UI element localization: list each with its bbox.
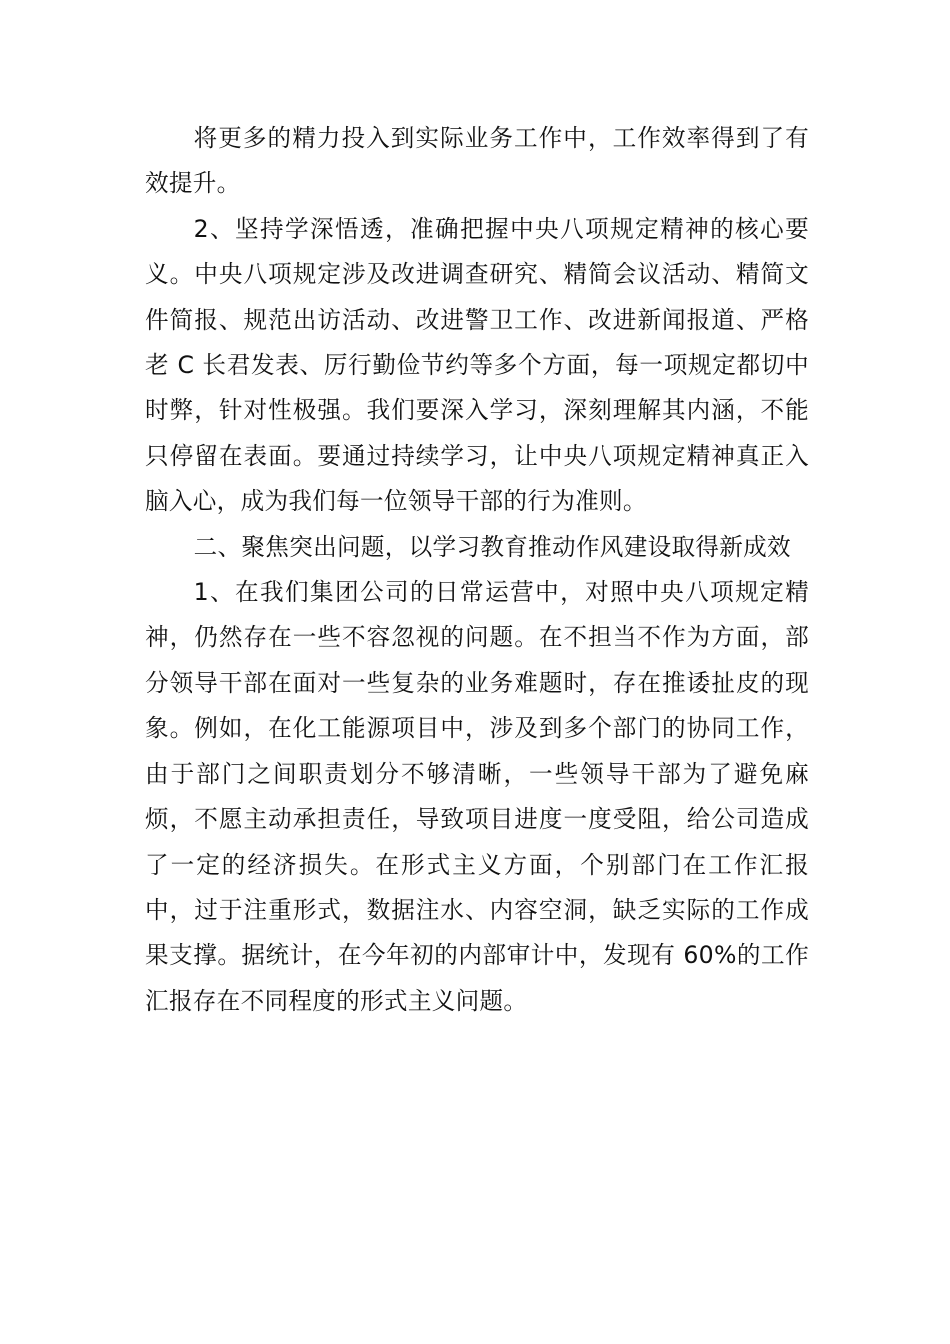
paragraph-item-1: 1、在我们集团公司的日常运营中，对照中央八项规定精神，仍然存在一些不容忽视的问题。在不担当不作为方面，部分领导干部在面对一些复杂的业务难题时，存在推诿扯皮的现象。例如，在化工能源项目中，涉及到多个部门的协同工作，由于部门之间职责划分不够清晰，一些领导干部为了避免麻烦，不愿主动承担责任，导致项目进度一度受阻，给公司造成了一定的经济损失。在形式主义方面，个别部门在工作汇报中，过于注重形式，数据注水、内容空洞，缺乏实际的工作成果支撑。据统计，在今年初的内部审计中，发现有 60%的工作汇报存在不同程度的形式主义问题。	[145, 578, 809, 1015]
paragraph-continuation: 将更多的精力投入到实际业务工作中，工作效率得到了有效提升。	[145, 124, 809, 198]
document-body	[145, 116, 809, 1024]
section-heading-2: 二、聚焦突出问题，以学习教育推动作风建设取得新成效	[193, 532, 791, 561]
paragraph-item-2: 2、坚持学深悟透，准确把握中央八项规定精神的核心要义。中央八项规定涉及改进调查研究、精简会议活动、精简文件简报、规范出访活动、改进警卫工作、改进新闻报道、严格老 C 长君发表、厉行勤俭节约等多个方面，每一项规定都切中时弊，针对性极强。我们要深入学习，深刻理解其内涵，不能只停留在表面。要通过持续学习，让中央八项规定精神真正入脑入心，成为我们每一位领导干部的行为准则。	[145, 214, 809, 516]
